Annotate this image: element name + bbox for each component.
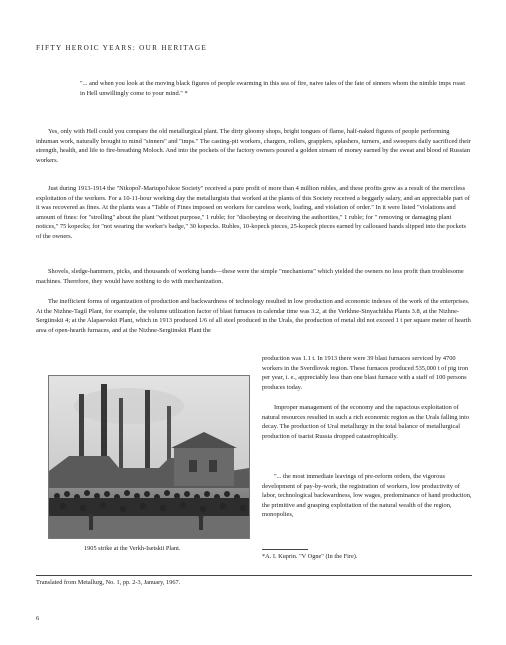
epigraph-quote: "... and when you look at the moving black figures of people swarming in this sea of fire, naive tales of the fate of sinners whom the nimble imps roast in Hell unwillingly come to your mind." *	[80, 80, 466, 97]
translation-note: Translated from Metallurg, No. 1, pp. 2-3, January, 1967.	[36, 579, 181, 586]
footnote: *A. I. Kuprin. "V Ogne" (In the Fire).	[262, 553, 358, 560]
body-paragraph: Yes, only with Hell could you compare the old metallurgical plant. The dirty gloomy shops, bright tongues of flame, half-naked figures of people performing inhuman work, naturally brought to mind "sinners" and "imps." The casting-pit workers, chargers, rollers, grapplers, splashers, turners, and sweepers daily sacrificed their strength, health, and life to fire-breathing Moloch. And into the pockets of the factory owners poured a golden stream of money earned by the sweat and blood of Russian workers.	[36, 128, 471, 164]
divider	[36, 575, 472, 576]
running-header: FIFTY HEROIC YEARS: OUR HERITAGE	[36, 44, 208, 52]
body-paragraph: Just during 1913-1914 the "Nikopol'-Mariupol'skoe Society" received a pure profit of more than 4 million rubles, and these profits grew as a result of the merciless exploitation of the workers. For a 10-11-hour working day the metallurgists that worked at the plants of this Society received a beggarly salary, and an appreciable part of it was recovered as fines. At the plants was a "Table of Fines imposed on workers for careless work, loafing, and violation of order." In it were listed "violations and amount of fines: for "strolling" about the plant "without purpose," 1 ruble; for "disobeying or deceiving the authorities," 1 ruble; for " removing or damaging plant notices," 75 kopecks; for "not wearing the worker's badge," 30 kopecks. Rubles, 10-kopeck pieces, 25-kopeck pieces earned by calloused hands slipped into the pockets of the owners.	[36, 185, 470, 240]
body-paragraph: The inefficient forms of organization of production and backwardness of technology resulted in low production and economic indexes of the work of the enterprises. At the Nizhne-Tagil Plant, for example, the volume utilization factor of blast furnaces in calendar time was 3.2, at the Verkhne-Sinyachikha Plants 3.8, at the Nizhne-Sergiinskii 4; at the Alapaevskii Plant, which in 1913 produced 1/6 of all steel produced in the Urals, the production of metal did not exceed 1 t per square meter of hearth area of open-hearth furnaces, and at the Nizhne-Sergiinskii Plant the	[36, 298, 471, 334]
page-number: 6	[36, 615, 40, 622]
photo-image	[49, 376, 249, 538]
body-paragraph: "... the most immediate leavings of pre-reform orders, the vigorous development of pay-by-work, the registration of workers, low productivity of labor, technological backwardness, low wages, predominance of hand production, the primitive and grasping exploitation of the natural wealth of the region, monopolies,	[262, 473, 472, 518]
body-paragraph: Improper management of the economy and the rapacious exploitation of natural resources resulted in such a rich economic region as the Urals falling into decay. The production of Ural metallurgy in the total balance of metallurgical production of tsarist Russia dropped catastrophically.	[262, 404, 470, 440]
body-paragraph-continued: production was 1.1 t. In 1913 there were 39 blast furnaces serviced by 4700 workers in the Sverdlovsk region. These furnaces produced 535,000 t of pig iron per year, i. e., appreciably less than one blast furnace with a staff of 100 persons produces today.	[262, 355, 469, 391]
body-paragraph: Shovels, sledge-hammers, picks, and thousands of working hands—these were the simple "mechanisms" which yielded the owners no less profit than troublesome machines. Therefore, they would have nothing to do with mechanization.	[36, 268, 464, 285]
footnote-rule	[262, 549, 308, 550]
photo-caption: 1905 strike at the Verkh-Isetskii Plant.	[84, 545, 181, 552]
strike-photo	[48, 375, 250, 539]
